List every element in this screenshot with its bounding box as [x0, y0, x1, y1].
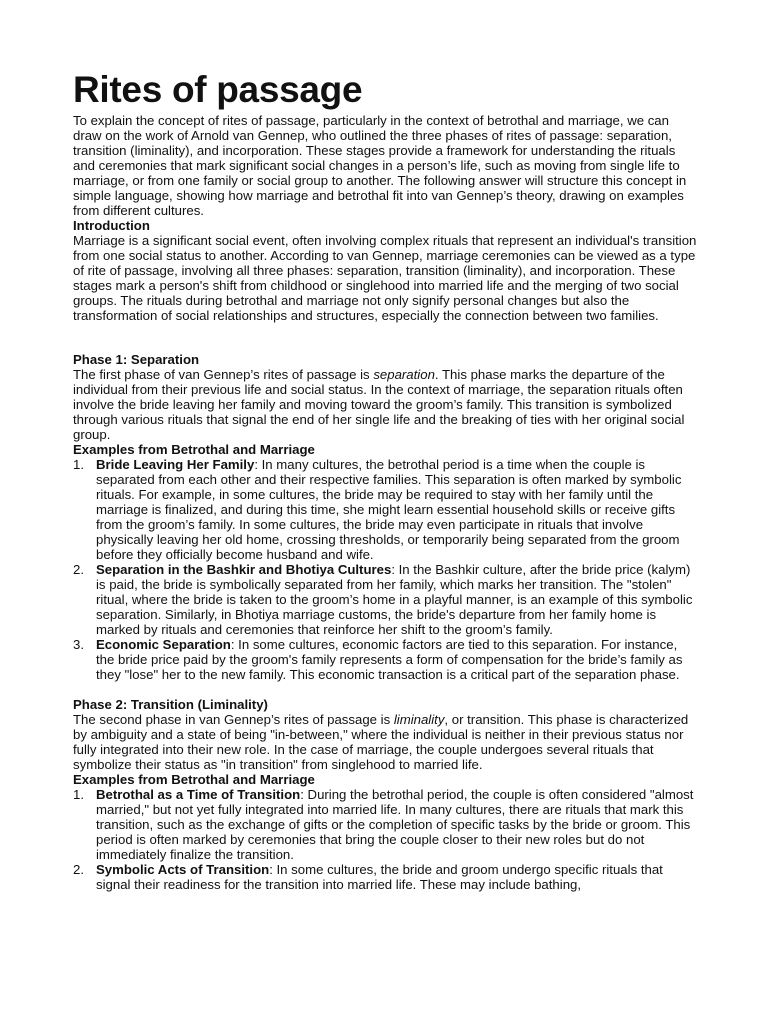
document-page [73, 70, 697, 892]
list-item [73, 457, 697, 562]
phase2-examples-heading: Examples from Betrothal and Marriage [73, 772, 315, 787]
list-item-text: : In some cultures, the bride and groom undergo specific rituals that signal their readiness for the transition into married life. These may include bathing, [96, 862, 663, 892]
list-item-number: 2. [73, 862, 84, 877]
phase1-paragraph: The first phase of van Gennep’s rites of passage is separation. This phase marks the departure of the individual from their previous life and social status. In the context of marriage, the separation rituals often involve the bride leaving her family and moving toward the groom’s family. This transition is symbolized through various rituals that signal the end of her single life and the breaking of ties with her original social group. [73, 367, 685, 442]
list-item-text: : In many cultures, the betrothal period is a time when the couple is separated from each other and their respective families. This separation is often marked by symbolic rituals. For example, in some cultures, the bride may be required to stay with her family until the marriage is finalized, and during this time, she might learn essential household skills or receive gifts from the groom’s family. In some cultures, the bride may even participate in rituals that involve physically leaving her old home, crossing thresholds, or temporarily being separated from the groom before they officially become husband and wife. [96, 457, 682, 562]
list-item-number: 1. [73, 787, 84, 802]
list-item-number: 2. [73, 562, 84, 577]
list-item [73, 562, 697, 637]
list-item [73, 637, 697, 682]
section-spacer [73, 323, 697, 352]
introduction-heading: Introduction [73, 218, 150, 233]
phase1-heading: Phase 1: Separation [73, 352, 200, 367]
list-item-number: 3. [73, 637, 84, 652]
list-item-title: Betrothal as a Time of Transition [96, 787, 301, 802]
list-item-number: 1. [73, 457, 84, 472]
phase2-paragraph: The second phase in van Gennep’s rites of passage is liminality, or transition. This phase is characterized by ambiguity and a state of being "in-between," where the individual is neither in their previous status nor fully integrated into their new role. In the case of marriage, the couple undergoes several rituals that symbolize their status as "in transition" from singlehood to married life. [73, 712, 689, 772]
phase1-list [73, 457, 697, 682]
list-item-text: : In the Bashkir culture, after the bride price (kalym) is paid, the bride is symbolically separated from her family, which marks her transition. The "stolen" ritual, where the bride is taken to the groom’s home in a playful manner, is an example of this symbolic separation. Similarly, in Bhotiya marriage customs, the bride's departure from her family home is marked by rituals and ceremonies that reinforce her shift to the groom’s family. [96, 562, 693, 637]
list-item [73, 787, 697, 862]
page-title: Rites of passage [73, 69, 363, 110]
section-spacer [73, 682, 697, 697]
list-item-text: : During the betrothal period, the couple is often considered "almost married," but not yet fully integrated into married life. In many cultures, there are rituals that mark this transition, such as the exchange of gifts or the completion of specific tasks by the bride or groom. This period is often marked by ceremonies that bring the couple closer to their new roles but do not immediately finalize the transition. [96, 787, 694, 862]
intro-paragraph: To explain the concept of rites of passage, particularly in the context of betrothal and marriage, we can draw on the work of Arnold van Gennep, who outlined the three phases of rites of passage: separation, transition (liminality), and incorporation. These stages provide a framework for understanding the rituals and ceremonies that mark significant social changes in a person’s life, such as moving from single life to marriage, or from one family or social group to another. The following answer will structure this concept in simple language, showing how marriage and betrothal fit into van Gennep’s theory, drawing on examples from different cultures. [73, 113, 687, 218]
list-item-title: Bride Leaving Her Family [96, 457, 255, 472]
introduction-paragraph: Marriage is a significant social event, often involving complex rituals that represent an individual's transition from one social status to another. According to van Gennep, marriage ceremonies can be viewed as a type of rite of passage, involving all three phases: separation, transition (liminality), and incorporation. These stages mark a person's shift from childhood or singlehood into married life and the merging of two social groups. The rituals during betrothal and marriage not only signify personal changes but also the transformation of social relationships and structures, especially the connection between two families. [73, 233, 697, 323]
list-item-title: Separation in the Bashkir and Bhotiya Cultures [96, 562, 392, 577]
phase1-examples-heading: Examples from Betrothal and Marriage [73, 442, 315, 457]
list-item-title: Economic Separation [96, 637, 231, 652]
list-item [73, 862, 697, 892]
list-item-title: Symbolic Acts of Transition [96, 862, 270, 877]
phase2-heading: Phase 2: Transition (Liminality) [73, 697, 268, 712]
phase2-list [73, 787, 697, 892]
list-item-text: : In some cultures, economic factors are tied to this separation. For instance, the bride price paid by the groom's family represents a form of compensation for the bride’s family as they "lose" her to the new family. This economic transaction is a critical part of the separation phase. [96, 637, 683, 682]
